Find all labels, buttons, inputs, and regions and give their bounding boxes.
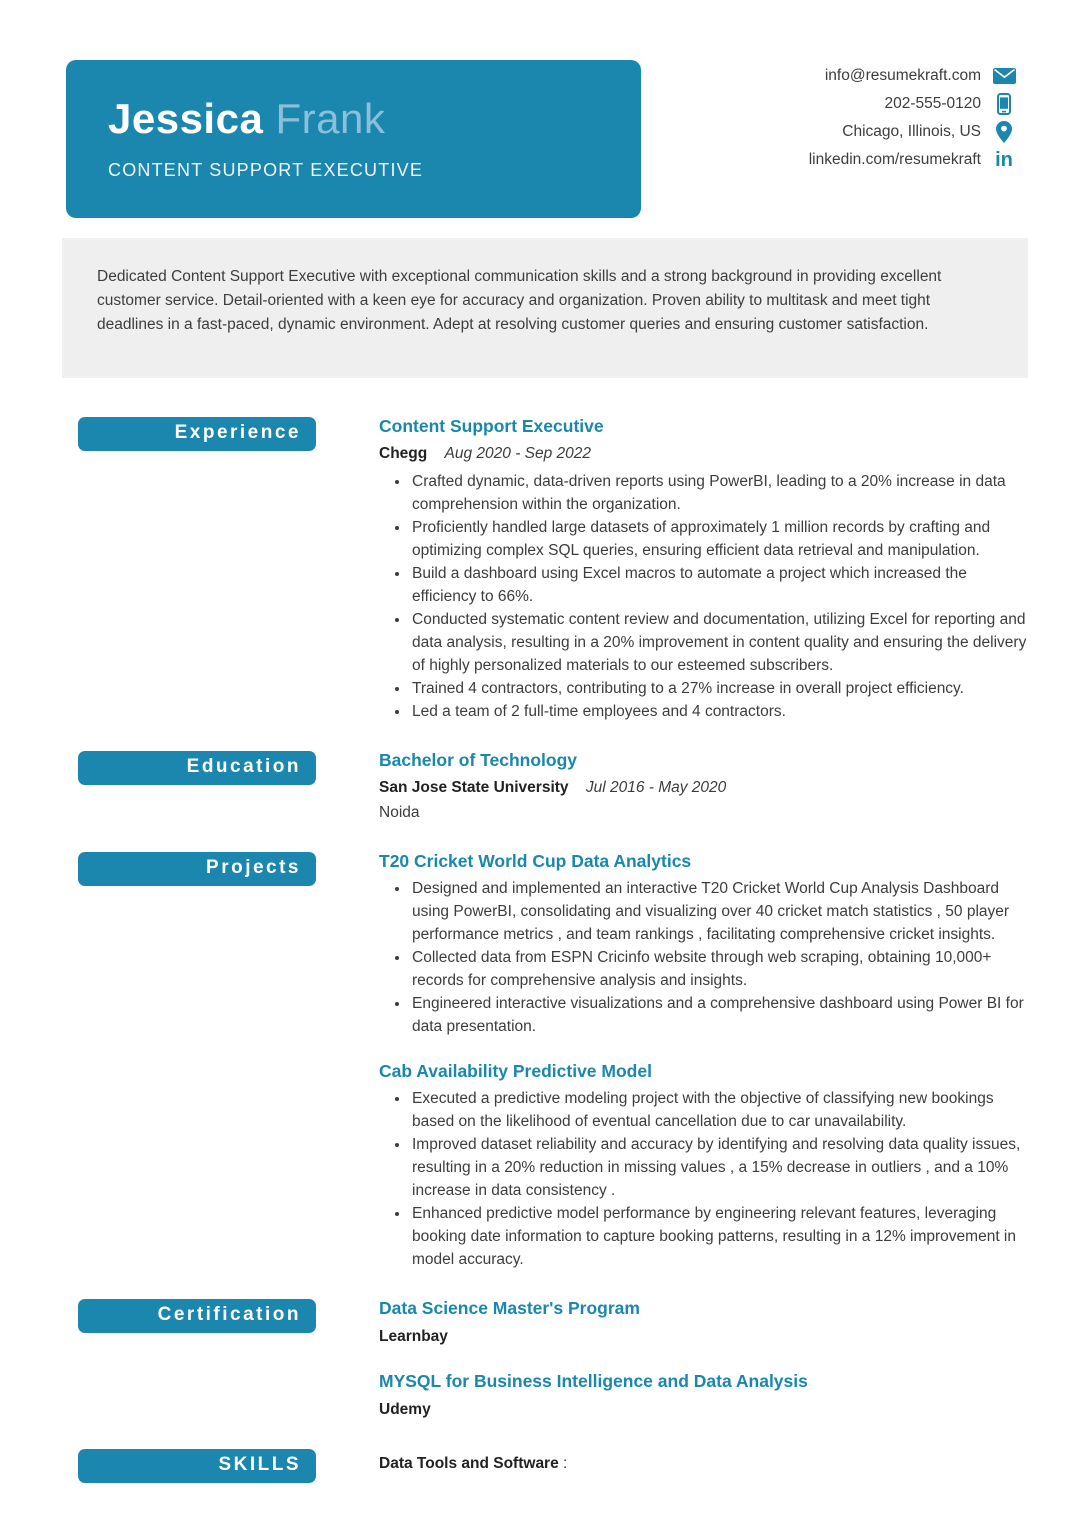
experience-bullet: • Conducted systematic content review and documentation, utilizing Excel for reporting and data analysis, resulting in a 20% improvement in content quality and ensuring the delivery of highly personalized materials to our esteemed subscribers.: [410, 608, 1027, 677]
experience-dates: Aug 2020 - Sep 2022: [444, 445, 592, 462]
section-skills-left: [78, 1447, 316, 1483]
project-bullet-list: [379, 1087, 1027, 1271]
education-meta: [379, 776, 1027, 799]
contact-linkedin: linkedin.com/resumekraft: [808, 151, 981, 168]
experience-meta: [379, 442, 1027, 465]
section-experience-left: [78, 415, 316, 723]
email-icon: [992, 68, 1016, 84]
section-label-skills: SKILLS: [78, 1449, 316, 1483]
project-bullet-list: [379, 877, 1027, 1038]
section-skills-content: [379, 1447, 1027, 1483]
skills-category-separator: :: [563, 1455, 568, 1472]
project-title: T20 Cricket World Cup Data Analytics: [379, 851, 692, 871]
contact-location-row: [809, 118, 1016, 146]
resume-header-region: [0, 0, 1086, 238]
education-school: San Jose State University: [379, 779, 569, 796]
experience-bullet-list: [379, 470, 1027, 723]
section-experience: [78, 415, 1086, 723]
certification-title: MYSQL for Business Intelligence and Data Analysis: [379, 1371, 808, 1391]
section-education-left: [78, 749, 316, 824]
project-bullet: • Collected data from ESPN Cricinfo website through web scraping, obtaining 10,000+ records for comprehensive analysis and insights.: [410, 946, 1027, 992]
experience-bullet: • Build a dashboard using Excel macros to automate a project which increased the efficiency to 66%.: [410, 562, 1027, 608]
project-bullet: • Executed a predictive modeling project with the objective of classifying new bookings based on the likelihood of eventual cancellation due to car unavailability.: [410, 1087, 1027, 1133]
certification-title: Data Science Master's Program: [379, 1298, 640, 1318]
section-skills: [78, 1447, 1086, 1483]
section-label-experience: Experience: [78, 417, 316, 451]
contact-phone-row: [809, 90, 1016, 118]
project-bullet: • Enhanced predictive model performance by engineering relevant features, leveraging booking date information to capture booking patterns, resulting in a 12% improvement in model accuracy.: [410, 1202, 1027, 1271]
project-bullet: • Engineered interactive visualizations and a comprehensive dashboard using Power BI for data presentation.: [410, 992, 1027, 1038]
section-education: [78, 749, 1086, 824]
summary-paragraph: Dedicated Content Support Executive with exceptional communication skills and a strong background in providing excellent customer service. Detail-oriented with a keen eye for accuracy and organization. Proven ability to multitask and meet tight deadlines in a fast-paced, dynamic environment. Adept at resolving customer queries and ensuring customer satisfaction.: [62, 238, 1028, 378]
linkedin-icon: in: [995, 149, 1013, 171]
contact-block: [809, 62, 1016, 174]
project-title: Cab Availability Predictive Model: [379, 1061, 652, 1081]
section-projects-left: [78, 850, 316, 1271]
section-certification: [78, 1297, 1086, 1421]
job-title: CONTENT SUPPORT EXECUTIVE: [108, 160, 424, 180]
section-projects-content: [379, 850, 1027, 1271]
education-entry: [379, 749, 1027, 824]
experience-entry: [379, 415, 1027, 723]
certification-issuer: Udemy: [379, 1401, 431, 1418]
project-entry-1: [379, 850, 1027, 1038]
education-degree: Bachelor of Technology: [379, 750, 578, 770]
experience-title: Content Support Executive: [379, 416, 604, 436]
section-label-certification: Certification: [78, 1299, 316, 1333]
section-education-content: [379, 749, 1027, 824]
last-name: Frank: [275, 95, 386, 142]
project-bullet: • Designed and implemented an interactive T20 Cricket World Cup Analysis Dashboard using PowerBI, consolidating and visualizing over 40 cricket match statistics , 50 player performance metrics , and team rankings , facilitating comprehensive cricket insights.: [410, 877, 1027, 946]
section-projects: [78, 850, 1086, 1271]
contact-email: info@resumekraft.com: [824, 67, 981, 84]
experience-bullet: • Trained 4 contractors, contributing to a 27% increase in overall project efficiency.: [410, 677, 1027, 700]
section-certification-content: [379, 1297, 1027, 1421]
contact-phone: 202-555-0120: [884, 95, 981, 112]
education-dates: Jul 2016 - May 2020: [585, 779, 727, 796]
skills-category-line: [379, 1453, 1027, 1475]
experience-bullet: • Led a team of 2 full-time employees and 4 contractors.: [410, 700, 1027, 723]
first-name: Jessica: [108, 95, 264, 142]
name-banner: [66, 60, 641, 218]
experience-bullet: • Proficiently handled large datasets of approximately 1 million records by crafting and optimizing complex SQL queries, ensuring efficient data retrieval and manipulation.: [410, 516, 1027, 562]
project-entry-2: [379, 1060, 1027, 1271]
certification-entry-1: [379, 1297, 1027, 1348]
certification-issuer: Learnbay: [379, 1328, 448, 1345]
phone-icon: [992, 93, 1016, 115]
education-location: Noida: [379, 804, 420, 821]
experience-bullet: • Crafted dynamic, data-driven reports using PowerBI, leading to a 20% increase in data comprehension within the organization.: [410, 470, 1027, 516]
section-certification-left: [78, 1297, 316, 1421]
contact-email-row: [809, 62, 1016, 90]
location-pin-icon: [992, 121, 1016, 143]
section-label-education: Education: [78, 751, 316, 785]
skills-category-label: Data Tools and Software: [379, 1455, 559, 1472]
contact-location: Chicago, Illinois, US: [842, 123, 981, 140]
project-bullet: • Improved dataset reliability and accuracy by identifying and resolving data quality issues, resulting in a 20% reduction in missing values , a 15% decrease in outliers , and a 10% increase in data consistency .: [410, 1133, 1027, 1202]
section-experience-content: [379, 415, 1027, 723]
contact-linkedin-row: [809, 146, 1016, 174]
section-label-projects: Projects: [78, 852, 316, 886]
experience-company: Chegg: [379, 445, 428, 462]
certification-entry-2: [379, 1370, 1027, 1421]
candidate-name: [108, 96, 641, 142]
resume-body: [78, 415, 1086, 1483]
